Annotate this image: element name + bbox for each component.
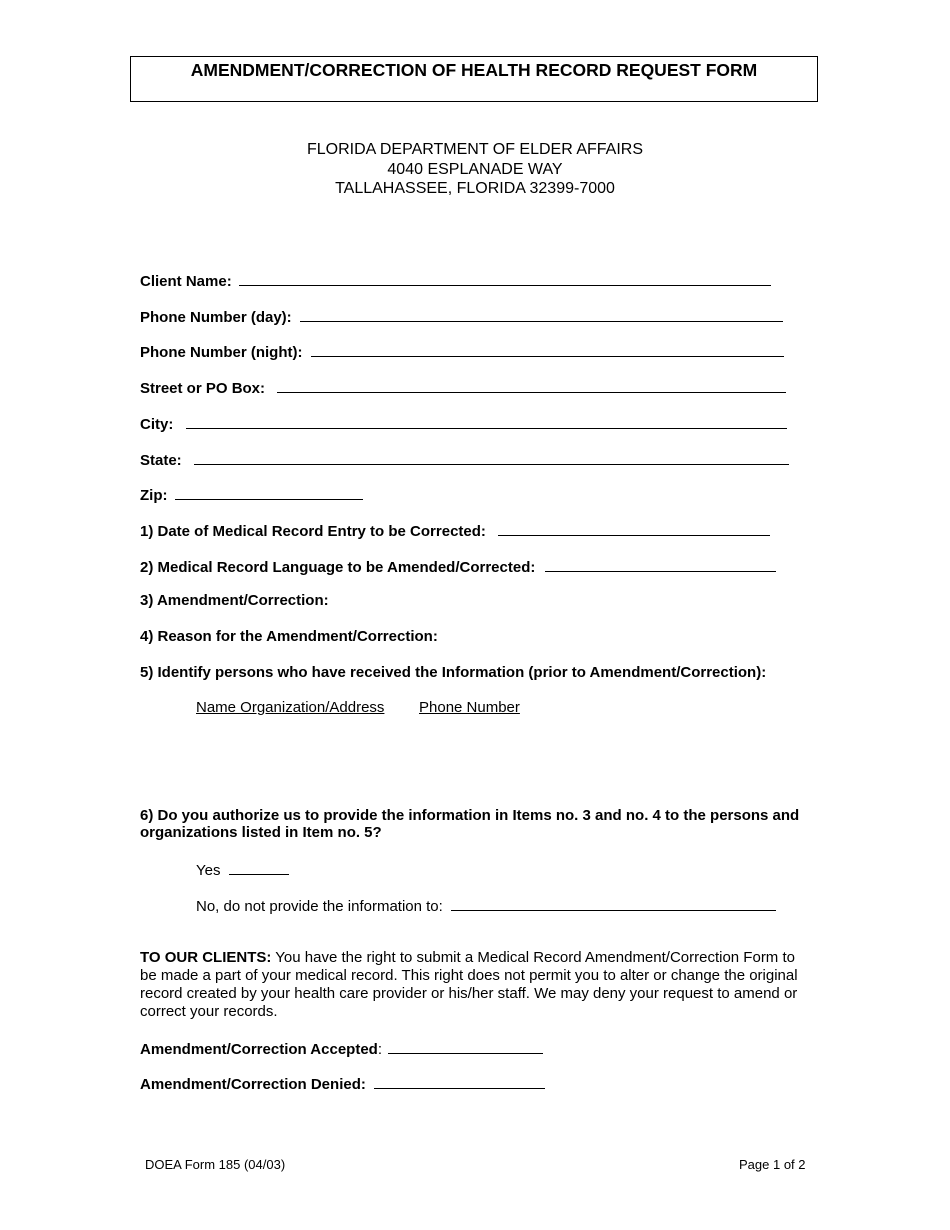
question-1-label: 1) Date of Medical Record Entry to be Corrected: bbox=[140, 523, 486, 540]
question-2 bbox=[140, 557, 776, 576]
phone-day-input-line[interactable] bbox=[300, 307, 783, 322]
amendment-accepted-input-line[interactable] bbox=[388, 1039, 543, 1054]
state-field bbox=[140, 450, 789, 469]
city-label: City: bbox=[140, 416, 174, 433]
city-field bbox=[140, 414, 787, 433]
q6-no-input-line[interactable] bbox=[451, 896, 776, 911]
client-name-input-line[interactable] bbox=[239, 271, 771, 286]
phone-night-input-line[interactable] bbox=[311, 342, 784, 357]
amendment-denied-input-line[interactable] bbox=[374, 1074, 545, 1089]
amendment-accepted-label: Amendment/Correction Accepted bbox=[140, 1041, 378, 1058]
street-label: Street or PO Box: bbox=[140, 380, 266, 397]
phone-day-label: Phone Number (day): bbox=[140, 309, 292, 326]
page-number: Page 1 of 2 bbox=[739, 1157, 806, 1172]
question-1-input-line[interactable] bbox=[498, 521, 770, 536]
q6-no-label: No, do not provide the information to: bbox=[196, 898, 443, 915]
form-title-box bbox=[130, 56, 818, 102]
question-2-label: 2) Medical Record Language to be Amended/Corrected: bbox=[140, 559, 536, 576]
column-header-name-organization-address: Name Organization/Address bbox=[196, 699, 385, 716]
amendment-denied-label: Amendment/Correction Denied: bbox=[140, 1076, 366, 1093]
agency-street: 4040 ESPLANADE WAY bbox=[387, 161, 563, 178]
agency-city: TALLAHASSEE, FLORIDA 32399-7000 bbox=[335, 180, 615, 197]
client-notice-lead: TO OUR CLIENTS: bbox=[140, 949, 272, 966]
question-5: 5) Identify persons who have received the Information (prior to Amendment/Correction): bbox=[140, 664, 767, 681]
amendment-accepted-field bbox=[140, 1039, 543, 1058]
form-title: AMENDMENT/CORRECTION OF HEALTH RECORD REQUEST FORM bbox=[190, 60, 758, 80]
q6-yes-option bbox=[196, 860, 289, 879]
question-4: 4) Reason for the Amendment/Correction: bbox=[140, 628, 438, 645]
client-notice-text: You have the right to submit a Medical Record Amendment/Correction Form to be made a part of your medical record. This right does not permit you to alter or change the original record created by your health care provider or his/her staff. We may deny your request to amend or correct your records. bbox=[140, 949, 798, 1020]
form-number: DOEA Form 185 (04/03) bbox=[145, 1157, 286, 1172]
question-2-input-line[interactable] bbox=[545, 557, 776, 572]
zip-label: Zip: bbox=[140, 487, 168, 504]
client-name-field bbox=[140, 271, 771, 290]
phone-night-field bbox=[140, 342, 784, 361]
amendment-denied-field bbox=[140, 1074, 545, 1093]
question-6: 6) Do you authorize us to provide the information in Items no. 3 and no. 4 to the persons and organizations listed in Item no. 5? bbox=[140, 807, 800, 841]
phone-night-label: Phone Number (night): bbox=[140, 344, 303, 361]
zip-field bbox=[140, 485, 363, 504]
phone-day-field bbox=[140, 307, 783, 326]
question-3: 3) Amendment/Correction: bbox=[140, 592, 329, 609]
q6-yes-input-line[interactable] bbox=[229, 860, 289, 875]
state-label: State: bbox=[140, 452, 182, 469]
zip-input-line[interactable] bbox=[175, 485, 363, 500]
client-name-label: Client Name: bbox=[140, 273, 232, 290]
street-input-line[interactable] bbox=[277, 378, 786, 393]
street-field bbox=[140, 378, 786, 397]
question-1 bbox=[140, 521, 770, 540]
q6-no-option bbox=[196, 896, 776, 915]
state-input-line[interactable] bbox=[194, 450, 789, 465]
city-input-line[interactable] bbox=[186, 414, 787, 429]
amendment-accepted-colon: : bbox=[377, 1041, 382, 1058]
agency-name: FLORIDA DEPARTMENT OF ELDER AFFAIRS bbox=[306, 141, 644, 158]
column-header-phone-number: Phone Number bbox=[419, 699, 520, 716]
q6-yes-label: Yes bbox=[196, 862, 221, 879]
client-notice-paragraph bbox=[140, 949, 812, 1021]
